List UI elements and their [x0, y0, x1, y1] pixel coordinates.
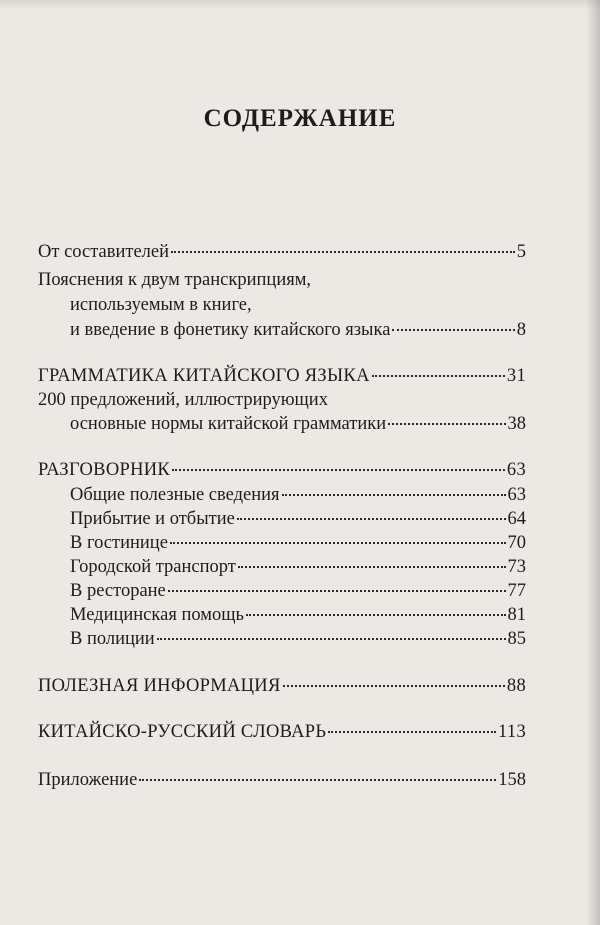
toc-entry-dictionary[interactable] [38, 720, 526, 744]
toc-page-number: 5 [516, 242, 526, 262]
toc-entry-appendix[interactable] [38, 768, 526, 792]
toc-entry-label: Прибытие и отбытие [70, 509, 235, 529]
toc-page-number: 31 [506, 366, 526, 386]
toc-entry-restaurant[interactable] [70, 579, 526, 603]
toc-page-number: 64 [507, 509, 526, 529]
toc-page-number: 113 [498, 722, 526, 742]
toc-page-number: 70 [507, 533, 526, 553]
toc-entry-label: От составителей [38, 242, 169, 262]
toc-entry-arrival[interactable] [70, 507, 526, 531]
dot-leader [170, 542, 506, 544]
dot-leader [283, 685, 505, 687]
toc-entry-police[interactable] [70, 627, 526, 651]
dot-leader [246, 614, 506, 616]
dot-leader [238, 566, 506, 568]
toc-entry-medical[interactable] [70, 603, 526, 627]
toc-page-number: 77 [507, 581, 526, 601]
page-shadow-right [586, 0, 600, 925]
toc-entry-general-info[interactable] [70, 483, 526, 507]
dot-leader [157, 638, 506, 640]
dot-leader [171, 251, 515, 253]
toc-entry-line: 200 предложений, иллюстрирующих [38, 390, 328, 410]
dot-leader [168, 590, 506, 592]
toc-entry-label: Приложение [38, 770, 138, 790]
toc-entry-phrasebook[interactable] [38, 458, 526, 482]
toc-entry-line: Пояснения к двум транскрипциям, [38, 270, 312, 290]
toc-entry-transcriptions[interactable] [70, 318, 526, 342]
dot-leader [282, 494, 506, 496]
toc-entry-line: используемым в книге, [70, 295, 252, 315]
dot-leader [372, 375, 505, 377]
toc-page-number: 73 [507, 557, 526, 577]
toc-page-number: 38 [507, 414, 526, 434]
toc-entry-label: ПОЛЕЗНАЯ ИНФОРМАЦИЯ [38, 676, 281, 696]
toc-page-number: 63 [506, 460, 526, 480]
toc-entry-label: Медицинская помощь [70, 605, 244, 625]
toc-page-number: 81 [507, 605, 526, 625]
toc-entry-label: и введение в фонетику китайского языка [70, 320, 391, 340]
toc-entry-200-sentences[interactable] [70, 412, 526, 436]
toc-page-number: 8 [516, 320, 526, 340]
toc-entry-transport[interactable] [70, 555, 526, 579]
toc-page-number: 158 [498, 770, 526, 790]
toc-entry-from-compilers[interactable] [38, 240, 526, 264]
toc-entry-label: КИТАЙСКО-РУССКИЙ СЛОВАРЬ [38, 722, 327, 742]
dot-leader [139, 779, 496, 781]
dot-leader [172, 469, 505, 471]
toc-entry-label: РАЗГОВОРНИК [38, 460, 171, 480]
toc-entry-label: Городской транспорт [70, 557, 236, 577]
toc-entry-hotel[interactable] [70, 531, 526, 555]
toc-entry-label: основные нормы китайской грамматики [70, 414, 387, 434]
toc-entry-label: Общие полезные сведения [70, 485, 280, 505]
toc-entry-label: В гостинице [70, 533, 168, 553]
dot-leader [237, 518, 506, 520]
toc-entry-useful-info[interactable] [38, 674, 526, 698]
toc-entry-grammar[interactable] [38, 364, 526, 388]
toc-page-number: 88 [506, 676, 526, 696]
toc-entry-label: В полиции [70, 629, 155, 649]
toc-entry-label: ГРАММАТИКА КИТАЙСКОГО ЯЗЫКА [38, 366, 370, 386]
dot-leader [392, 329, 514, 331]
page-shadow-top [0, 0, 600, 10]
dot-leader [328, 731, 496, 733]
toc-page-number: 63 [507, 485, 526, 505]
dot-leader [388, 423, 505, 425]
toc-entry-label: В ресторане [70, 581, 166, 601]
toc-page-number: 85 [507, 629, 526, 649]
page-title: СОДЕРЖАНИЕ [203, 105, 397, 132]
